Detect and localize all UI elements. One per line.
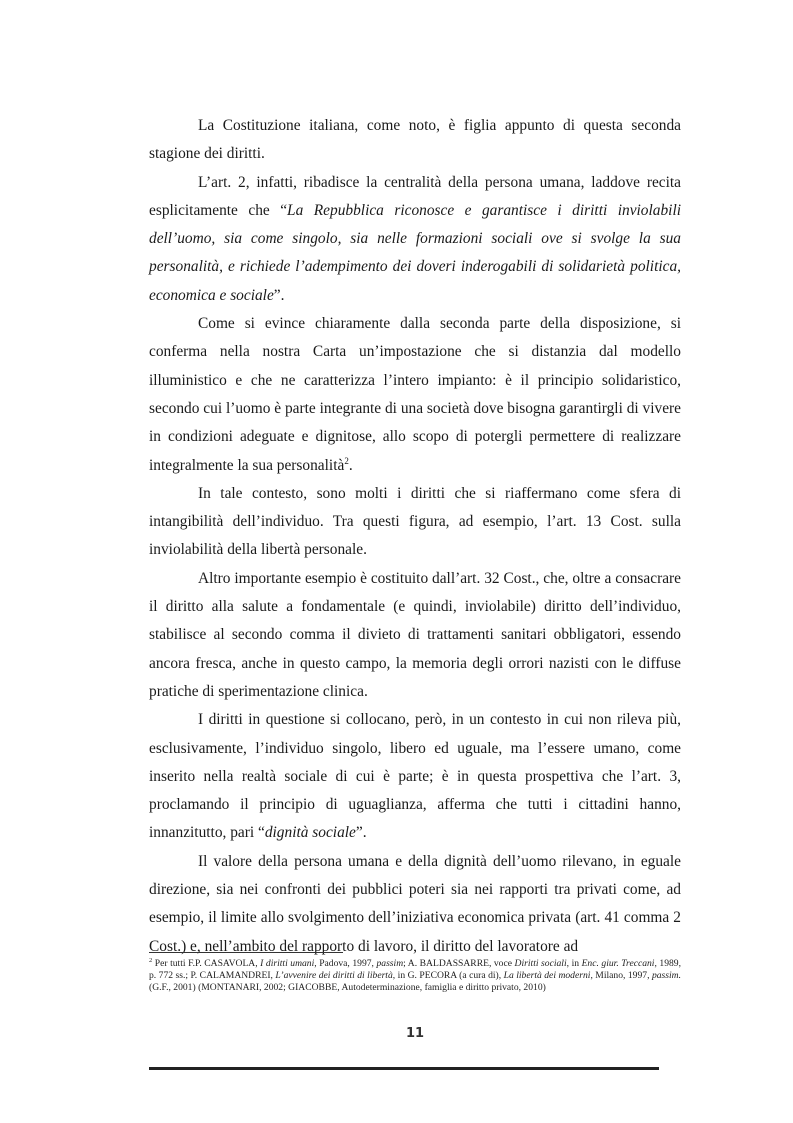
text-run: ”. xyxy=(355,824,367,842)
text-run: . xyxy=(348,456,353,474)
footnote-title: Diritti sociali xyxy=(514,958,567,969)
footnote-title: I diritti umani xyxy=(260,958,315,969)
paragraph xyxy=(149,310,681,480)
text-run: Come si evince chiaramente dalla seconda parte della disposizione, si conferma nella nostra Carta un’impostazione che si distanzia dal modello illuministico e che ne caratterizza l’intero impianto: è il principio solidaristico, secondo cui l’uomo è parte integrante di una società dove bisogna garantirgli di vivere in condizioni adeguate e dignitose, allo scopo di potergli permettere di realizzare integralmente la sua personalità xyxy=(149,315,681,474)
footnote-title: L’avvenire dei diritti di libertà xyxy=(275,970,393,982)
paragraph: In tale contesto, sono molti i diritti che si riaffermano come sfera di intangibilità dell’individuo. Tra questi figura, ad esempio, l’art. 13 Cost. sulla inviolabilità della libertà personale. xyxy=(149,484,681,559)
paragraph: Il valore della persona umana e della dignità dell’uomo rilevano, in eguale direzione, sia nei confronti dei pubblici poteri sia nei rapporti tra privati come, ad esempio, il limite allo svolgimento dell’iniziativa economica privata (art. 41 comma 2 Cost.) e, nell’ambito del rapporto di lavoro, il diritto del lavoratore ad xyxy=(149,852,681,955)
body-text xyxy=(149,112,681,961)
footnote-reference[interactable]: 2 xyxy=(344,455,349,466)
footnote-text: , Milano, 1997, xyxy=(590,970,652,982)
footnote xyxy=(149,958,681,995)
footnote-text: Per tutti F.P. CASAVOLA, xyxy=(152,958,261,969)
constitution-quote: La Repubblica riconosce e garantisce i diritti inviolabili dell’uomo, sia come singolo, sia nelle formazioni sociali ove si svolge la sua personalità, e richiede l’adempimento dei doveri inderogabili di solidarietà politica, economica e sociale xyxy=(149,201,681,304)
footnote-title: passim. xyxy=(651,970,682,982)
footnote-text: , in G. PECORA (a cura di), xyxy=(392,970,504,982)
text-run: I diritti in questione si collocano, però, in un contesto in cui non rileva più, esclusivamente, l’individuo singolo, libero ed uguale, ma l’essere umano, come inserito nella realtà sociale di cui è parte; è in questa prospettiva che l’art. 3, proclamando il principio di uguaglianza, afferma che tutti i cittadini hanno, innanzitutto, pari “ xyxy=(149,711,681,842)
footnote-title: La libertà dei moderni xyxy=(503,970,591,982)
footnote-text: (G.F., 2001) (MONTANARI, 2002; GIACOBBE, Autodeterminazione, famiglia e diritto privato, 2010) xyxy=(149,982,546,994)
text-run: ”. xyxy=(273,286,285,304)
paragraph: La Costituzione italiana, come noto, è figlia appunto di questa seconda stagione dei diritti. xyxy=(149,117,681,163)
footnote-text: ; A. BALDASSARRE, voce xyxy=(403,958,515,969)
footnote-separator xyxy=(149,952,343,953)
paragraph xyxy=(149,706,681,847)
footnote-text: , in xyxy=(566,958,582,969)
footnote-title: passim xyxy=(376,958,404,969)
footnote-text: , 1989, p. 772 ss.; P. CALAMANDREI, xyxy=(149,958,681,982)
page-number: 11 xyxy=(405,1026,425,1041)
paragraph: Altro importante esempio è costituito dall’art. 32 Cost., che, oltre a consacrare il diritto alla salute a fondamentale (e quindi, inviolabile) diritto dell’individuo, stabilisce al secondo comma il divieto di trattamenti sanitari obbligatori, essendo ancora fresca, anche in questo campo, la memoria degli orrori nazisti con le diffuse pratiche di sperimentazione clinica. xyxy=(149,569,681,700)
paragraph xyxy=(149,169,681,310)
footnote-marker: 2 xyxy=(149,956,153,964)
quoted-term: dignità sociale xyxy=(264,824,356,842)
footnote-title: Enc. giur. Treccani xyxy=(581,958,655,969)
footnote-text: , Padova, 1997, xyxy=(314,958,377,969)
text-run: L’art. 2, infatti, ribadisce la centralità della persona umana, laddove recita esplicitamente che “ xyxy=(149,173,681,219)
bottom-rule xyxy=(149,1067,659,1070)
